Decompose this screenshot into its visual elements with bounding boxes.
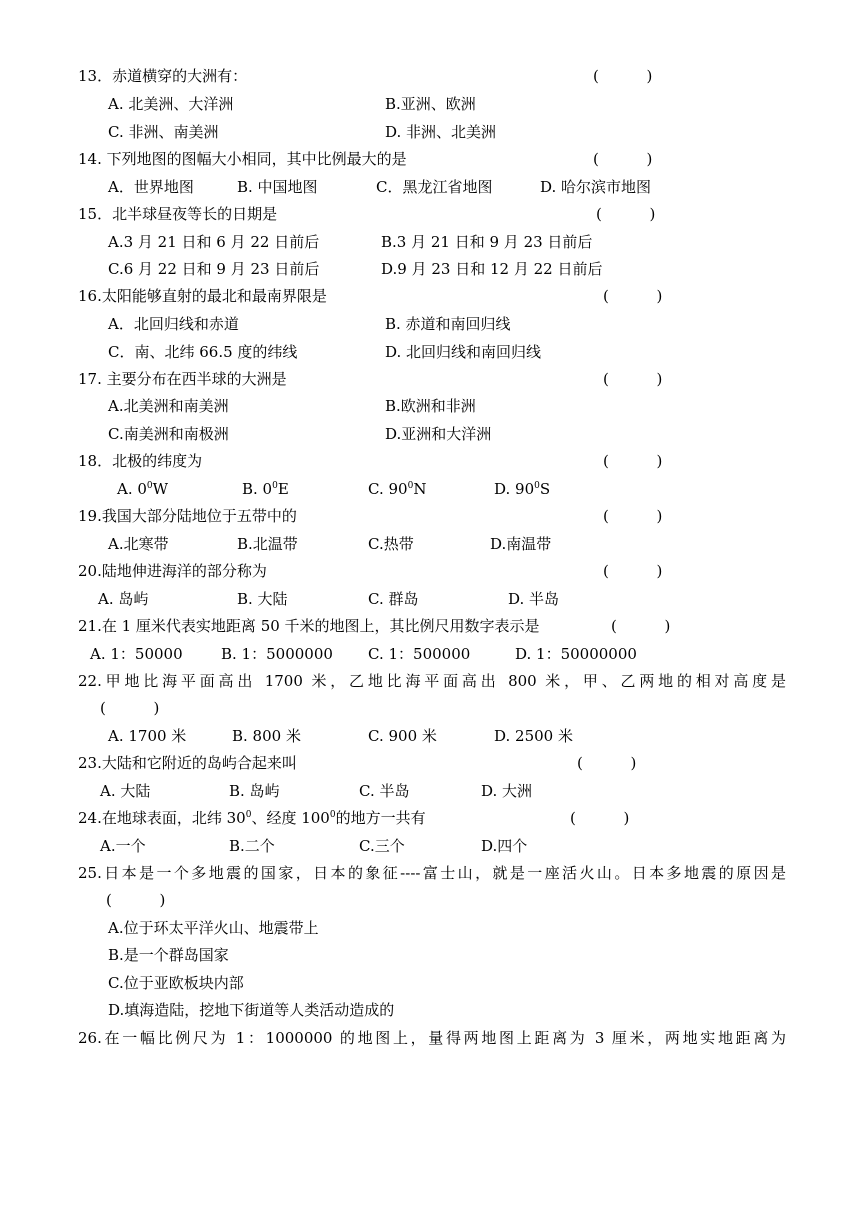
question-21-stem: 21.在 1 厘米代表实地距离 50 千米的地图上，其比例尺用数字表示是 xyxy=(78,617,540,635)
question-15-answer-bracket[interactable]: ( ) xyxy=(596,205,656,223)
question-22-stem: 22.甲地比海平面高出 1700 米，乙地比海平面高出 800 米，甲、乙两地的相对高度是 xyxy=(78,672,786,690)
question-21-option-d: D. 1：50000000 xyxy=(515,645,637,663)
question-24-stem xyxy=(78,808,426,828)
question-16-option-b: B. 赤道和南回归线 xyxy=(385,315,511,333)
question-23-stem: 23.大陆和它附近的岛屿合起来叫 xyxy=(78,754,297,772)
question-18-option-b-suffix: E xyxy=(277,480,289,498)
question-14-option-b: B. 中国地图 xyxy=(237,178,318,196)
question-18-option-a-suffix: W xyxy=(152,480,169,498)
question-18-option-b xyxy=(242,479,289,499)
question-24-option-b: B.二个 xyxy=(229,837,275,855)
question-24-option-a: A.一个 xyxy=(100,837,146,855)
question-18-option-b-text: B. 0 xyxy=(242,480,273,498)
question-23-answer-bracket[interactable]: ( ) xyxy=(577,754,637,772)
question-26-stem: 26.在一幅比例尺为 1：1000000 的地图上，量得两地图上距离为 3 厘米，两地实地距离为 xyxy=(78,1029,786,1047)
question-21-option-c: C. 1：500000 xyxy=(368,645,471,663)
question-17-stem: 17. 主要分布在西半球的大洲是 xyxy=(78,370,287,388)
question-24-stem-part1: 24.在地球表面，北纬 30 xyxy=(78,809,246,827)
question-16-option-d: D. 北回归线和南回归线 xyxy=(385,343,542,361)
question-19-stem: 19.我国大部分陆地位于五带中的 xyxy=(78,507,297,525)
question-15-option-b: B.3 月 21 日和 9 月 23 日前后 xyxy=(381,233,593,251)
question-13-option-d: D. 非洲、北美洲 xyxy=(385,123,497,141)
question-25-option-a: A.位于环太平洋火山、地震带上 xyxy=(108,919,319,937)
question-25-answer-bracket[interactable]: ( ) xyxy=(106,891,166,909)
question-18-option-a xyxy=(117,479,168,499)
question-24-stem-part2: 、经度 100 xyxy=(251,809,330,827)
question-15-option-c: C.6 月 22 日和 9 月 23 日前后 xyxy=(108,260,320,278)
question-13-stem: 13．赤道横穿的大洲有： xyxy=(78,67,248,85)
question-18-option-a-text: A. 0 xyxy=(117,480,147,498)
question-17-option-a: A.北美洲和南美洲 xyxy=(108,397,229,415)
question-25-stem: 25.日本是一个多地震的国家，日本的象征----富士山，就是一座活火山。日本多地震的原因是 xyxy=(78,864,786,882)
question-16-stem: 16.太阳能够直射的最北和最南界限是 xyxy=(78,287,327,305)
question-19-option-d: D.南温带 xyxy=(490,535,552,553)
degree-mark: 0 xyxy=(272,481,278,491)
question-20-option-b: B. 大陆 xyxy=(237,590,288,608)
question-22-option-c: C. 900 米 xyxy=(368,727,437,745)
question-24-option-d: D.四个 xyxy=(481,837,528,855)
question-16-option-a: A．北回归线和赤道 xyxy=(108,315,239,333)
question-13-option-c: C. 非洲、南美洲 xyxy=(108,123,219,141)
question-23-option-b: B. 岛屿 xyxy=(229,782,280,800)
question-17-option-b: B.欧洲和非洲 xyxy=(385,397,476,415)
question-14-option-c: C．黑龙江省地图 xyxy=(376,178,493,196)
degree-mark: 0 xyxy=(329,810,336,820)
question-18-option-c-suffix: N xyxy=(413,480,427,498)
question-24-stem-part3: 的地方一共有 xyxy=(335,809,426,827)
question-14-answer-bracket[interactable]: ( ) xyxy=(593,150,653,168)
question-23-option-a: A. 大陆 xyxy=(100,782,151,800)
question-20-stem: 20.陆地伸进海洋的部分称为 xyxy=(78,562,267,580)
question-23-option-c: C. 半岛 xyxy=(359,782,410,800)
question-20-answer-bracket[interactable]: ( ) xyxy=(603,562,663,580)
question-22-option-d: D. 2500 米 xyxy=(494,727,573,745)
question-19-option-a: A.北寒带 xyxy=(108,535,169,553)
question-13-answer-bracket[interactable]: ( ) xyxy=(593,67,653,85)
question-20-option-d: D. 半岛 xyxy=(508,590,560,608)
question-18-stem: 18．北极的纬度为 xyxy=(78,452,203,470)
question-20-option-a: A. 岛屿 xyxy=(98,590,149,608)
question-18-option-d-suffix: S xyxy=(539,480,551,498)
question-21-option-a: A. 1：50000 xyxy=(90,645,183,663)
question-25-option-b: B.是一个群岛国家 xyxy=(108,946,229,964)
question-14-stem: 14. 下列地图的图幅大小相同，其中比例最大的是 xyxy=(78,150,407,168)
question-25-option-c: C.位于亚欧板块内部 xyxy=(108,974,244,992)
question-22-option-a: A. 1700 米 xyxy=(108,727,187,745)
question-24-answer-bracket[interactable]: ( ) xyxy=(570,809,630,827)
question-18-answer-bracket[interactable]: ( ) xyxy=(603,452,663,470)
question-15-option-a: A.3 月 21 日和 6 月 22 日前后 xyxy=(108,233,320,251)
degree-mark: 0 xyxy=(146,481,153,491)
question-18-option-d xyxy=(494,479,550,499)
question-20-option-c: C. 群岛 xyxy=(368,590,419,608)
question-25-option-d: D.填海造陆，挖地下街道等人类活动造成的 xyxy=(108,1001,395,1019)
degree-mark: 0 xyxy=(407,481,414,491)
question-19-answer-bracket[interactable]: ( ) xyxy=(603,507,663,525)
question-21-answer-bracket[interactable]: ( ) xyxy=(611,617,671,635)
question-14-option-d: D. 哈尔滨市地图 xyxy=(540,178,652,196)
question-15-stem: 15．北半球昼夜等长的日期是 xyxy=(78,205,278,223)
question-19-option-c: C.热带 xyxy=(368,535,414,553)
question-17-option-c: C.南美洲和南极洲 xyxy=(108,425,229,443)
question-13-option-b: B.亚洲、欧洲 xyxy=(385,95,476,113)
question-13-option-a: A. 北美洲、大洋洲 xyxy=(108,95,234,113)
question-21-option-b: B. 1：5000000 xyxy=(221,645,333,663)
question-22-answer-bracket[interactable]: ( ) xyxy=(100,699,160,717)
question-18-option-d-text: D. 90 xyxy=(494,480,535,498)
question-17-answer-bracket[interactable]: ( ) xyxy=(603,370,663,388)
question-23-option-d: D. 大洲 xyxy=(481,782,533,800)
question-18-option-c-text: C. 90 xyxy=(368,480,408,498)
question-22-option-b: B. 800 米 xyxy=(232,727,301,745)
question-15-option-d: D.9 月 23 日和 12 月 22 日前后 xyxy=(381,260,603,278)
question-18-option-c xyxy=(368,479,426,499)
question-16-option-c: C．南、北纬 66.5 度的纬线 xyxy=(108,343,298,361)
degree-mark: 0 xyxy=(245,810,252,820)
degree-mark: 0 xyxy=(534,481,540,491)
question-16-answer-bracket[interactable]: ( ) xyxy=(603,287,663,305)
question-17-option-d: D.亚洲和大洋洲 xyxy=(385,425,492,443)
question-14-option-a: A．世界地图 xyxy=(108,178,194,196)
question-24-option-c: C.三个 xyxy=(359,837,405,855)
question-19-option-b: B.北温带 xyxy=(237,535,298,553)
